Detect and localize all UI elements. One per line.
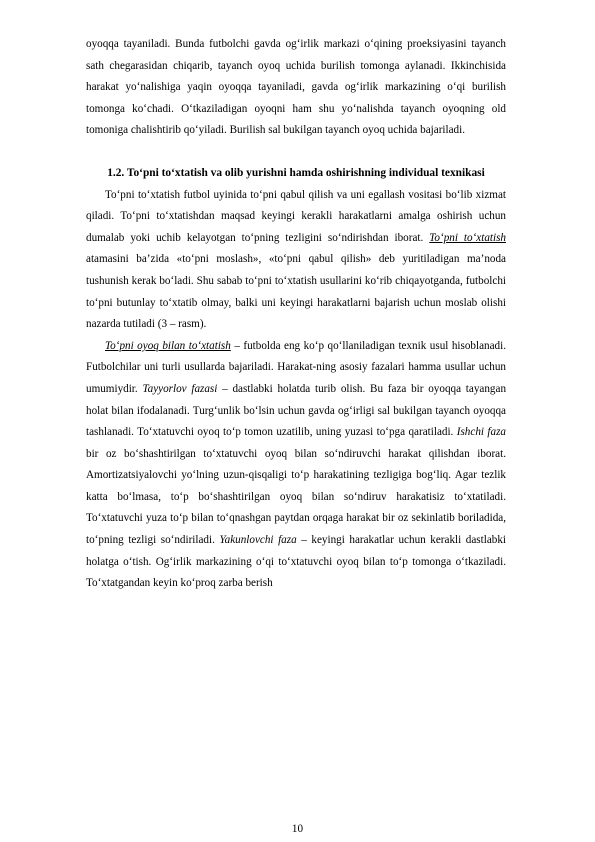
section-title: 1.2. To‘pni to‘xtatish va olib yurishni hamda oshirishning individual texnikasi xyxy=(107,166,485,179)
paragraph-two-part2: atamasini ba’zida «to‘pni moslash», «to‘pni qabul qilish» deb yuritiladigan ma’noda tushunish kerak bo‘ladi. Shu sabab to‘pni to‘xtatish usullarini ko‘rib chiqayotganda, futbolchi to‘pni butunlay to‘xtatib olmay, balki uni keyingi harakatlarni bajarish uchun moslab olishi nazarda tutiladi (3 – rasm). xyxy=(86,253,506,331)
paragraph-three-part2: – dastlabki holatda turib olish. Bu faza bir oyoqqa tayangan holat bilan ifodalanadi. Turg‘unlik bo‘lsin uchun gavda og‘irligi sal bukilgan tayanch oyoqqa tashlanadi. To‘xtatuvchi oyoq to‘p tomon uzatilib, uning yuzasi to‘pga qaratiladi. xyxy=(86,382,507,439)
page-number: 10 xyxy=(291,823,304,835)
term-tayyorlov-fazasi: Tayyorlov fazasi xyxy=(142,382,218,395)
document-page xyxy=(86,34,506,595)
paragraph-two xyxy=(86,185,506,336)
term-ishchi-faza: Ishchi faza xyxy=(456,426,506,439)
term-yakunlovchi-faza: Yakunlovchi faza xyxy=(219,534,297,547)
paragraph-two-part1: To‘pni to‘xtatish futbol uyinida to‘pni qabul qilish va uni egallash vositasi bo‘lib xizmat qiladi. To‘pni to‘xtatishdan maqsad keyingi kerakli harakatlarni amalga oshirish uchun dumalab yoki uchib kelayotgan to‘pning tezligini so‘ndirishdan iborat. xyxy=(86,188,506,244)
paragraph-intro: oyoqqa tayaniladi. Bunda futbolchi gavda og‘irlik markazi o‘qining proeksiyasini tayanch sath chegarasidan chiqarib, tayanch oyoq uchida burilish tomonga aylanadi. Ikkinchisida harakat yo‘nalishiga yaqin oyoqqa tayaniladi, gavda og‘irlik markazining o‘qi burilish tomonga ko‘chadi. O‘tkaziladigan oyoqni ham shu yo‘nalishda tayanch oyoqning old tomoniga chalishtirib qo‘yiladi. Burilish sal bukilgan tayanch oyoq uchida bajariladi. xyxy=(86,38,506,137)
paragraph-three xyxy=(86,336,506,595)
paragraph-three-part4: – keyingi harakatlar uchun kerakli dastlabki holatga o‘tish. Og‘irlik markazining o‘qi to‘xtatuvchi oyoq bilan to‘p tomonga o‘tkaziladi. To‘xtatgandan keyin ko‘proq zarba berish xyxy=(86,534,507,590)
paragraph-three-part1: – futbolda eng ko‘p qo‘llaniladigan texnik usul hisoblanadi. Futbolchilar uni turli usullarda bajariladi. Harakat-ning asosiy fazalari hamma usullar uchun umumiydir. xyxy=(86,339,507,395)
term-topni-toxtatish: To‘pni to‘xtatish xyxy=(429,231,506,244)
term-oyoq-bilan-toxtatish: To‘pni oyoq bilan to‘xtatish xyxy=(105,339,231,352)
paragraph-three-part3: bir oz bo‘shashtirilgan to‘xtatuvchi oyoq bilan so‘ndiruvchi harakat qilishdan iborat. Amortizatsiyalovchi yo‘lning uzun-qisqaligi to‘p harakatining tezligiga bog‘liq. Agar tezlik katta bo‘lmasa, to‘p bo‘shashtirilgan oyoq bilan so‘ndiruv harakatisiz to‘xtatiladi. To‘xtatuvchi yuza to‘p bilan to‘qnashgan paytdan orqaga harakat bir oz sekinlatib boriladida, to‘pning tezligi so‘ndiriladi. xyxy=(86,447,506,547)
